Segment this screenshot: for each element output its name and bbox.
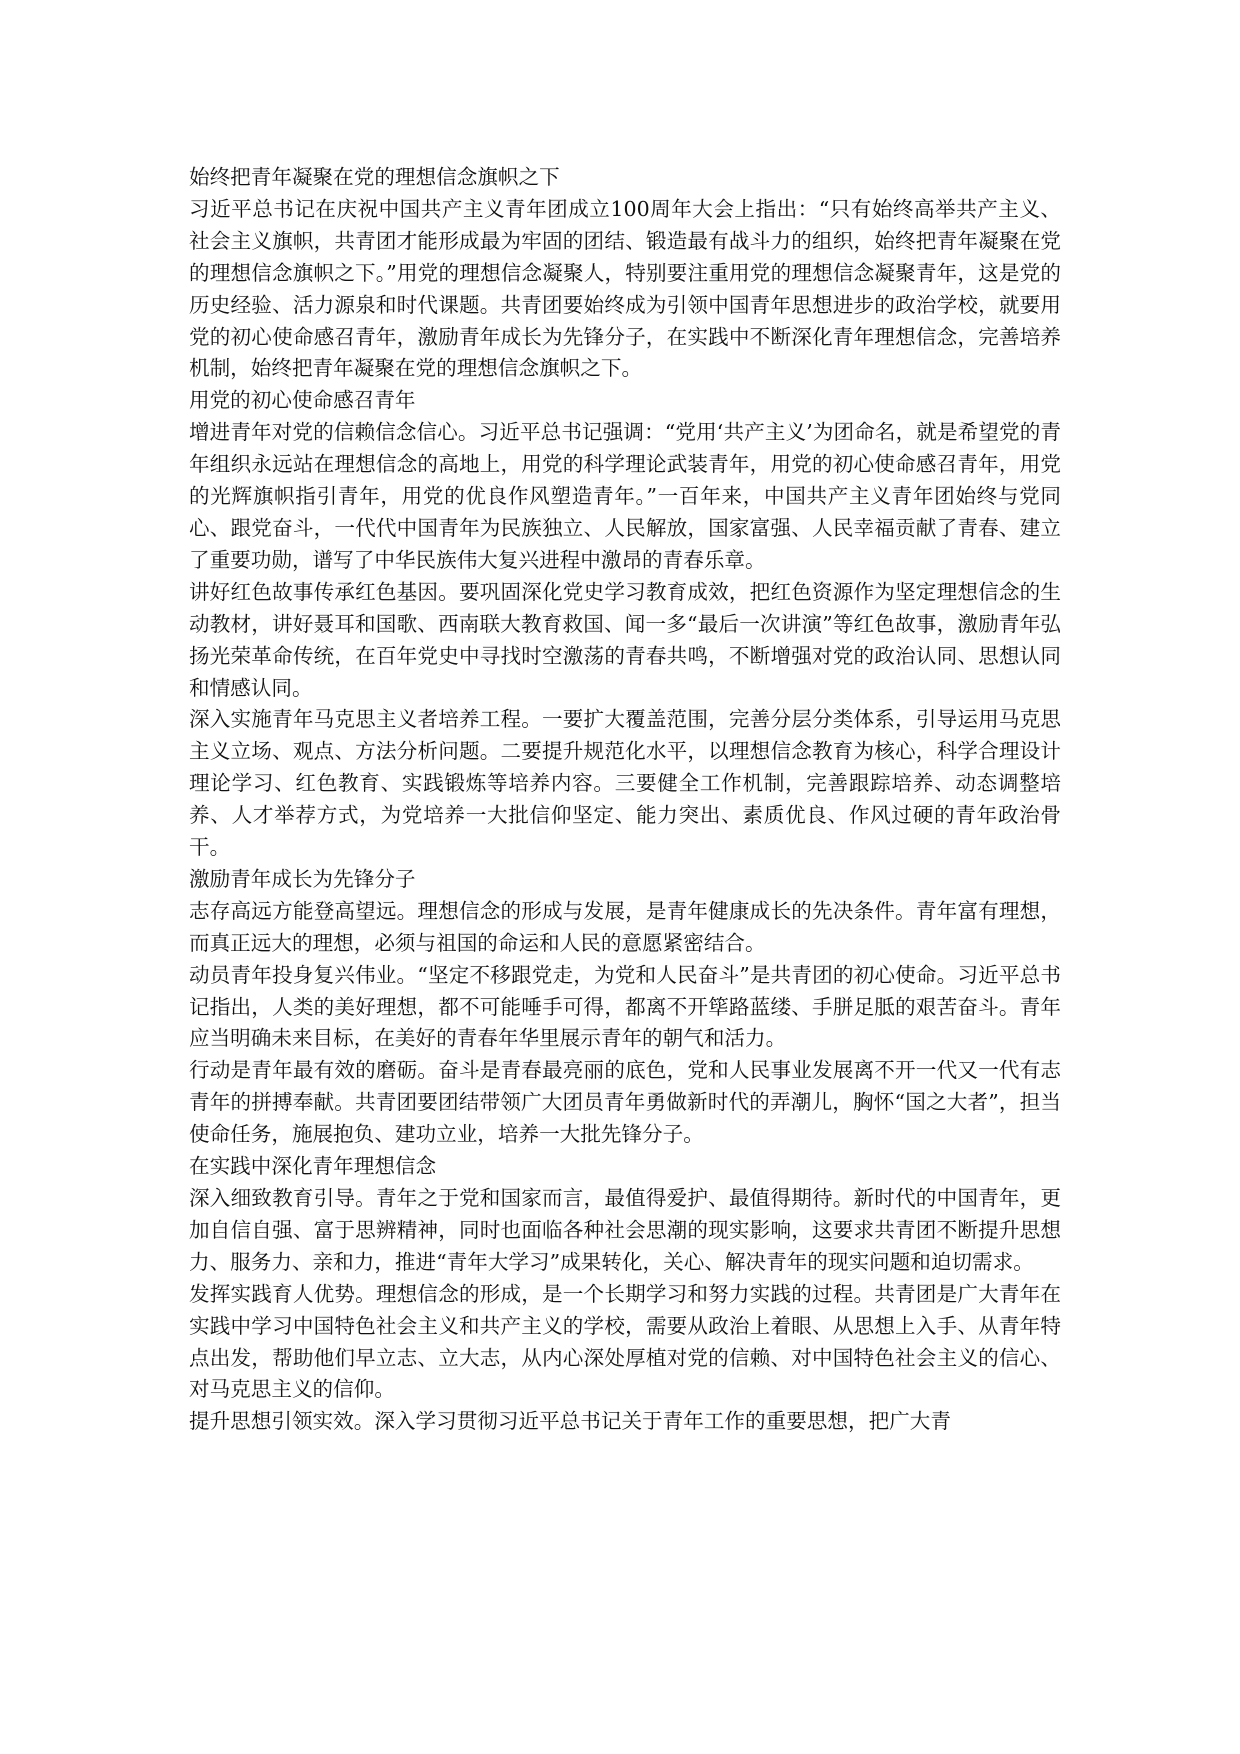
body-paragraph: 发挥实践育人优势。理想信念的形成，是一个长期学习和努力实践的过程。共青团是广大青年在实践中学习中国特色社会主义和共产主义的学校，需要从政治上着眼、从思想上入手、从青年特点出发，帮助他们早立志、立大志，从内心深处厚植对党的信赖、对中国特色社会主义的信心、对马克思主义的信仰。: [189, 1281, 1061, 1402]
body-paragraph: 深入细致教育引导。青年之于党和国家而言，最值得爱护、最值得期待。新时代的中国青年，更加自信自强、富于思辨精神，同时也面临各种社会思潮的现实影响，这要求共青团不断提升思想力、服务力、亲和力，推进“青年大学习”成果转化，关心、解决青年的现实问题和迫切需求。: [189, 1186, 1061, 1274]
body-paragraph: 讲好红色故事传承红色基因。要巩固深化党史学习教育成效，把红色资源作为坚定理想信念的生动教材，讲好聂耳和国歌、西南联大教育救国、闻一多“最后一次讲演”等红色故事，激励青年弘扬光荣革命传统，在百年党史中寻找时空激荡的青春共鸣，不断增强对党的政治认同、思想认同和情感认同。: [189, 579, 1061, 700]
body-paragraph: 习近平总书记在庆祝中国共产主义青年团成立100周年大会上指出：“只有始终高举共产主义、社会主义旗帜，共青团才能形成最为牢固的团结、锻造最有战斗力的组织，始终把青年凝聚在党的理想信念旗帜之下。”用党的理想信念凝聚人，特别要注重用党的理想信念凝聚青年，这是党的历史经验、活力源泉和时代课题。共青团要始终成为引领中国青年思想进步的政治学校，就要用党的初心使命感召青年，激励青年成长为先锋分子，在实践中不断深化青年理想信念，完善培养机制，始终把青年凝聚在党的理想信念旗帜之下。: [189, 196, 1061, 381]
section-heading: 用党的初心使命感召青年: [189, 388, 416, 413]
section-heading: 在实践中深化青年理想信念: [189, 1154, 437, 1179]
body-paragraph: 深入实施青年马克思主义者培养工程。一要扩大覆盖范围，完善分层分类体系，引导运用马克思主义立场、观点、方法分析问题。二要提升规范化水平，以理想信念教育为核心，科学合理设计理论学习、红色教育、实践锻炼等培养内容。三要健全工作机制，完善跟踪培养、动态调整培养、人才举荐方式，为党培养一大批信仰坚定、能力突出、素质优良、作风过硬的青年政治骨干。: [189, 707, 1061, 860]
body-paragraph: 提升思想引领实效。深入学习贯彻习近平总书记关于青年工作的重要思想，把广大青: [189, 1409, 951, 1434]
body-paragraph: 增进青年对党的信赖信念信心。习近平总书记强调：“党用‘共产主义’为团命名，就是希望党的青年组织永远站在理想信念的高地上，用党的科学理论武装青年，用党的初心使命感召青年，用党的光辉旗帜指引青年，用党的优良作风塑造青年。”一百年来，中国共产主义青年团始终与党同心、跟党奋斗，一代代中国青年为民族独立、人民解放，国家富强、人民幸福贡献了青春、建立了重要功勋，谱写了中华民族伟大复兴进程中激昂的青春乐章。: [189, 420, 1061, 572]
section-heading: 激励青年成长为先锋分子: [189, 866, 416, 891]
body-paragraph: 行动是青年最有效的磨砺。奋斗是青春最亮丽的底色，党和人民事业发展离不开一代又一代有志青年的拼搏奉献。共青团要团结带领广大团员青年勇做新时代的弄潮儿，胸怀“国之大者”，担当使命任务，施展抱负、建功立业，培养一大批先锋分子。: [189, 1058, 1061, 1147]
body-paragraph: 志存高远方能登高望远。理想信念的形成与发展，是青年健康成长的先决条件。青年富有理想，而真正远大的理想，必须与祖国的命运和人民的意愿紧密结合。: [189, 898, 1061, 955]
document-page: [189, 162, 1061, 1438]
section-title: 始终把青年凝聚在党的理想信念旗帜之下: [189, 165, 560, 189]
body-paragraph: 动员青年投身复兴伟业。“坚定不移跟党走，为党和人民奋斗”是共青团的初心使命。习近平总书记指出，人类的美好理想，都不可能唾手可得，都离不开筚路蓝缕、手胼足胝的艰苦奋斗。青年应当明确未来目标，在美好的青春年华里展示青年的朝气和活力。: [189, 962, 1061, 1051]
